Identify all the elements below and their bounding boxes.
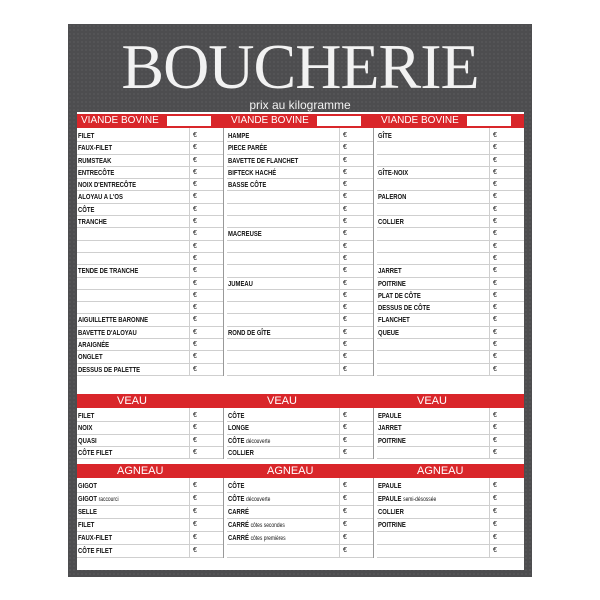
cut-name: POITRINE [378,435,406,445]
euro-sign: € [493,508,497,515]
cut-name: PIECE PARÉE [228,143,268,153]
price-row [77,265,224,277]
price-row [77,167,224,179]
price-divider [489,478,490,558]
euro-sign: € [193,193,197,201]
price-row [377,506,524,519]
price-row [227,191,374,203]
cut-name: CÔTE FILET [78,546,113,555]
price-row [227,179,374,191]
header-price-box [167,116,211,126]
cut-name: FAUX-FILET [78,143,113,153]
cut-name: QUEUE [378,327,399,337]
euro-sign: € [193,205,197,213]
cut-name: CÔTE FILET [78,447,113,457]
euro-sign: € [343,181,347,189]
euro-sign: € [493,254,497,262]
price-row [77,155,224,167]
euro-sign: € [493,218,497,226]
price-column [227,410,374,459]
cut-name: FILET [78,131,95,140]
price-row [77,314,224,326]
price-row [377,493,524,506]
euro-sign: € [193,495,197,502]
euro-sign: € [343,316,347,324]
cut-name: ONGLET [78,352,103,362]
price-row [227,545,374,558]
price-row [77,228,224,240]
price-row [227,253,374,265]
euro-sign: € [193,168,197,176]
euro-sign: € [193,132,197,139]
cut-name: TENDE DE TRANCHE [78,266,139,276]
cut-name: DESSUS DE PALETTE [78,364,141,374]
price-row [377,422,524,434]
euro-sign: € [193,144,197,152]
price-row [77,351,224,363]
euro-sign: € [193,482,197,489]
price-row [377,339,524,351]
header-price-box [317,116,361,126]
euro-sign: € [343,254,347,262]
euro-sign: € [493,521,497,528]
cut-name: PALERON [378,192,407,202]
cut-name: LONGE [228,423,249,433]
euro-sign: € [193,218,197,226]
price-row [377,351,524,363]
price-column [77,410,224,459]
price-row [227,204,374,216]
column-divider [373,408,374,459]
euro-sign: € [343,365,347,373]
price-row [227,278,374,290]
euro-sign: € [343,205,347,213]
price-row [227,447,374,459]
euro-sign: € [343,304,347,312]
price-row [227,339,374,351]
price-row [377,410,524,422]
euro-sign: € [343,144,347,152]
euro-sign: € [493,365,497,373]
column-divider [223,408,224,459]
price-row [227,351,374,363]
section-header-label: VIANDE BOVINE [81,115,159,126]
price-row [227,435,374,447]
cut-name: BASSE CÔTE [228,180,267,190]
price-row [377,191,524,203]
price-row [77,519,224,532]
price-row [377,179,524,191]
section-header-label: VEAU [267,395,297,407]
euro-sign: € [343,521,347,528]
price-row [77,493,224,506]
euro-sign: € [343,482,347,489]
euro-sign: € [493,242,497,250]
euro-sign: € [493,482,497,489]
price-row [77,364,224,376]
board-subtitle: prix au kilogramme [249,98,351,112]
euro-sign: € [493,230,497,238]
euro-sign: € [193,279,197,287]
cut-name: NOIX D'ENTRECÔTE [78,180,137,190]
price-divider [489,408,490,459]
price-row [377,532,524,545]
price-column [227,480,374,558]
cut-name: TRANCHE [78,217,107,227]
euro-sign: € [493,181,497,189]
euro-sign: € [193,424,197,432]
euro-sign: € [343,328,347,336]
price-row [77,435,224,447]
cut-name: GÎTE [378,131,392,140]
price-row [377,314,524,326]
price-column [227,130,374,376]
euro-sign: € [193,521,197,528]
price-row [227,364,374,376]
cut-name: CÔTE [228,411,245,420]
cut-name: RUMSTEAK [78,155,112,165]
cut-name: PLAT DE CÔTE [378,290,421,300]
price-board [68,24,532,577]
price-row [77,480,224,493]
board-title: BOUCHERIE [121,31,479,102]
price-row [77,339,224,351]
price-row [77,191,224,203]
cut-name: EPAULE semi-désossée [378,494,437,503]
price-row [377,142,524,154]
price-row [77,302,224,314]
euro-sign: € [343,448,347,456]
euro-sign: € [493,132,497,139]
cut-name: JARRET [378,423,402,433]
price-row [377,253,524,265]
price-row [377,545,524,558]
cut-name: GIGOT raccourci [78,494,119,503]
price-column [377,410,524,459]
euro-sign: € [343,353,347,361]
euro-sign: € [493,341,497,349]
cut-name: DESSUS DE CÔTE [378,303,431,313]
euro-sign: € [493,353,497,361]
price-row [377,228,524,240]
euro-sign: € [193,534,197,541]
price-panel [77,112,524,570]
header-price-box [467,116,511,126]
price-row [227,410,374,422]
cut-name: COLLIER [378,217,404,227]
cut-name: EPAULE [378,411,402,420]
price-row [377,519,524,532]
euro-sign: € [343,156,347,164]
euro-sign: € [343,132,347,139]
euro-sign: € [493,267,497,275]
euro-sign: € [193,304,197,312]
price-row [227,290,374,302]
price-row [77,447,224,459]
column-divider [223,478,224,558]
cut-name: NOIX [78,423,93,433]
price-column [77,480,224,558]
price-row [77,545,224,558]
price-row [227,314,374,326]
section-header-label: AGNEAU [417,465,464,477]
price-row [77,142,224,154]
cut-name: HAMPE [228,131,250,140]
section-header-label: VEAU [117,395,147,407]
cut-name: FILET [78,411,95,420]
cut-name: SELLE [78,507,98,516]
euro-sign: € [493,291,497,299]
euro-sign: € [343,168,347,176]
euro-sign: € [193,242,197,250]
cut-name: BAVETTE D'ALOYAU [78,327,137,337]
price-row [77,422,224,434]
price-divider [489,128,490,376]
cut-name: CÔTE découverte [228,435,271,445]
euro-sign: € [493,547,497,554]
price-row [77,506,224,519]
euro-sign: € [343,230,347,238]
cut-name: FLANCHET [378,315,410,325]
section-header-label: VIANDE BOVINE [231,115,309,126]
cut-name: BIFTECK HACHÉ [228,167,277,177]
euro-sign: € [343,495,347,502]
price-row [77,532,224,545]
price-row [377,155,524,167]
price-row [227,480,374,493]
price-row [377,204,524,216]
price-row [227,302,374,314]
euro-sign: € [343,424,347,432]
cut-name: JUMEAU [228,278,253,288]
price-row [77,216,224,228]
euro-sign: € [493,436,497,444]
cut-name: JARRET [378,266,402,276]
euro-sign: € [493,328,497,336]
euro-sign: € [193,316,197,324]
column-divider [223,128,224,376]
price-row [377,327,524,339]
euro-sign: € [343,547,347,554]
price-row [227,493,374,506]
euro-sign: € [493,412,497,419]
euro-sign: € [493,448,497,456]
cut-name: BAVETTE DE FLANCHET [228,155,299,165]
cut-name: POITRINE [378,278,406,288]
price-row [377,265,524,277]
cut-name: FILET [78,520,95,529]
price-row [77,179,224,191]
price-row [377,130,524,142]
cut-name: CARRÉ [228,507,249,516]
section-header-label: AGNEAU [117,465,164,477]
euro-sign: € [493,193,497,201]
euro-sign: € [343,534,347,541]
euro-sign: € [493,316,497,324]
euro-sign: € [493,205,497,213]
cut-name: ARAIGNÉE [78,340,110,350]
price-row [377,241,524,253]
cut-name: CÔTE [78,204,95,214]
euro-sign: € [343,242,347,250]
price-row [227,519,374,532]
euro-sign: € [343,193,347,201]
price-row [227,265,374,277]
price-row [77,253,224,265]
euro-sign: € [193,412,197,419]
cut-name: QUASI [78,435,97,445]
price-row [227,155,374,167]
euro-sign: € [343,436,347,444]
euro-sign: € [493,168,497,176]
euro-sign: € [343,279,347,287]
price-divider [189,478,190,558]
column-divider [373,128,374,376]
column-divider [373,478,374,558]
euro-sign: € [343,218,347,226]
price-column [377,480,524,558]
price-divider [339,478,340,558]
price-row [77,327,224,339]
euro-sign: € [193,353,197,361]
euro-sign: € [343,291,347,299]
price-row [377,435,524,447]
price-column [77,130,224,376]
price-divider [339,128,340,376]
price-row [377,302,524,314]
cut-name: ROND DE GÎTE [228,327,271,337]
cut-name: ALOYAU A L'OS [78,192,123,202]
euro-sign: € [493,304,497,312]
price-row [227,532,374,545]
price-row [227,130,374,142]
euro-sign: € [193,254,197,262]
section-header-label: VEAU [417,395,447,407]
price-row [377,278,524,290]
price-row [227,327,374,339]
cut-name: EPAULE [378,481,402,490]
price-row [227,167,374,179]
euro-sign: € [193,230,197,238]
cut-name: ENTRECÔTE [78,167,115,177]
price-row [227,216,374,228]
euro-sign: € [193,547,197,554]
euro-sign: € [193,291,197,299]
section-header-label: VIANDE BOVINE [381,115,459,126]
euro-sign: € [343,412,347,419]
price-row [377,216,524,228]
cut-name: COLLIER [228,447,254,457]
price-row [377,480,524,493]
price-row [227,422,374,434]
cut-name: AIGUILLETTE BARONNE [78,315,149,325]
price-row [377,167,524,179]
price-divider [339,408,340,459]
euro-sign: € [193,365,197,373]
euro-sign: € [193,448,197,456]
price-row [77,290,224,302]
price-divider [189,408,190,459]
cut-name: CARRÉ côtes premières [228,533,286,542]
euro-sign: € [493,495,497,502]
price-row [377,447,524,459]
euro-sign: € [193,436,197,444]
euro-sign: € [343,341,347,349]
cut-name: GÎTE-NOIX [378,167,409,177]
price-row [77,410,224,422]
price-row [377,290,524,302]
euro-sign: € [193,267,197,275]
cut-name: FAUX-FILET [78,533,113,542]
euro-sign: € [193,156,197,164]
cut-name: GIGOT [78,481,98,490]
price-column [377,130,524,376]
price-row [227,228,374,240]
euro-sign: € [493,424,497,432]
cut-name: CÔTE découverte [228,494,271,503]
price-row [77,241,224,253]
euro-sign: € [493,534,497,541]
price-row [377,364,524,376]
price-row [77,278,224,290]
cut-name: COLLIER [378,507,404,516]
euro-sign: € [193,341,197,349]
euro-sign: € [193,328,197,336]
euro-sign: € [193,508,197,515]
price-row [227,241,374,253]
euro-sign: € [343,267,347,275]
euro-sign: € [493,156,497,164]
price-row [227,506,374,519]
euro-sign: € [343,508,347,515]
price-divider [189,128,190,376]
price-row [227,142,374,154]
cut-name: CÔTE [228,481,245,490]
price-row [77,204,224,216]
euro-sign: € [193,181,197,189]
section-header-label: AGNEAU [267,465,314,477]
price-row [77,130,224,142]
cut-name: MACREUSE [228,229,262,239]
cut-name: POITRINE [378,520,406,529]
euro-sign: € [493,279,497,287]
cut-name: CARRÉ côtes secondes [228,520,285,529]
euro-sign: € [493,144,497,152]
